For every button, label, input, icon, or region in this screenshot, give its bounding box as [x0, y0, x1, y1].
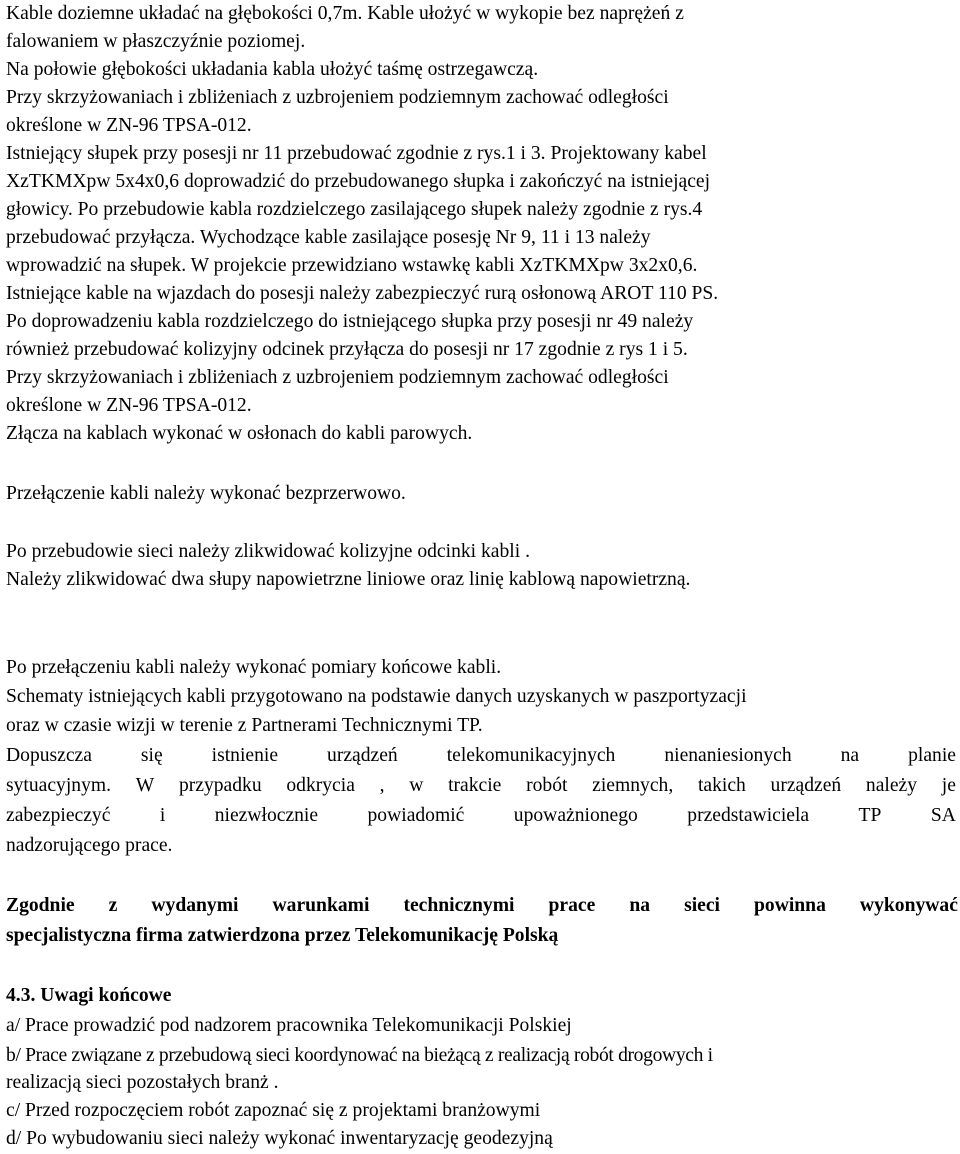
word: w	[409, 775, 424, 796]
word: zabezpieczyć	[6, 805, 111, 826]
text-line: Po przełączeniu kabli należy wykonać pomiary końcowe kabli.	[6, 657, 502, 678]
section-heading: 4.3. Uwagi końcowe	[6, 985, 172, 1006]
word: TP	[858, 805, 882, 826]
word: SA	[930, 805, 956, 826]
list-item: d/ Po wybudowaniu sieci należy wykonać inwentaryzację geodezyjną	[6, 1128, 553, 1149]
word: urządzeń	[327, 745, 398, 766]
justified-line	[6, 772, 956, 800]
text-line: Schematy istniejących kabli przygotowano na podstawie danych uzyskanych w paszportyzacji	[6, 686, 747, 707]
word: i	[159, 805, 166, 826]
justified-line	[6, 742, 956, 770]
word: W	[135, 775, 155, 796]
word: powinna	[754, 895, 826, 916]
text-line: określone w ZN-96 TPSA-012.	[6, 395, 252, 416]
text-line: Istniejące kable na wjazdach do posesji należy zabezpieczyć rurą osłonową AROT 110 PS.	[6, 283, 719, 304]
list-item: c/ Przed rozpoczęciem robót zapoznać się z projektami branżowymi	[6, 1100, 541, 1121]
word: trakcie	[448, 775, 502, 796]
text-line: nadzorującego prace.	[6, 835, 173, 856]
word: je	[941, 775, 956, 796]
word: należy	[865, 775, 918, 796]
word: odkrycia	[286, 775, 355, 796]
text-line: Na połowie głębokości układania kabla ułożyć taśmę ostrzegawczą.	[6, 59, 539, 80]
text-line: Kable doziemne układać na głębokości 0,7m. Kable ułożyć w wykopie bez naprężeń z	[6, 3, 684, 24]
text-line: oraz w czasie wizji w terenie z Partnerami Technicznymi TP.	[6, 715, 483, 736]
text-line: Złącza na kablach wykonać w osłonach do kabli parowych.	[6, 423, 473, 444]
word: na	[629, 895, 651, 916]
word: Zgodnie	[6, 895, 75, 916]
word: z	[108, 895, 118, 916]
justified-line	[6, 802, 956, 830]
word: wydanymi	[151, 895, 239, 916]
text-line: Po doprowadzeniu kabla rozdzielczego do istniejącego słupka przy posesji nr 49 należy	[6, 311, 694, 332]
word: prace	[548, 895, 596, 916]
text-line: również przebudować kolizyjny odcinek przyłącza do posesji nr 17 zgodnie z rys 1 i 5.	[6, 339, 688, 360]
text-line: XzTKMXpw 5x4x0,6 doprowadzić do przebudowanego słupka i zakończyć na istniejącej	[6, 171, 711, 192]
word: na	[840, 745, 860, 766]
word: warunkami	[272, 895, 370, 916]
word: upoważnionego	[513, 805, 638, 826]
word: sytuacyjnym.	[6, 775, 112, 796]
text-line: Istniejący słupek przy posesji nr 11 przebudować zgodnie z rys.1 i 3. Projektowany kabel	[6, 143, 707, 164]
word: istnienie	[211, 745, 279, 766]
list-item: b/ Prace związane z przebudową sieci koordynować na bieżącą z realizacją robót drogowych i	[6, 1045, 713, 1066]
text-line: Przy skrzyżowaniach i zbliżeniach z uzbrojeniem podziemnym zachować odległości	[6, 87, 669, 108]
text-line: głowicy. Po przebudowie kabla rozdzielczego zasilającego słupek należy zgodnie z rys.4	[6, 199, 703, 220]
word: robót	[526, 775, 568, 796]
text-line: falowaniem w płaszczyźnie poziomej.	[6, 31, 306, 52]
word: sieci	[684, 895, 720, 916]
word: telekomunikacyjnych	[446, 745, 616, 766]
word: ziemnych,	[592, 775, 674, 796]
word: Dopuszcza	[6, 745, 92, 766]
word: przypadku	[178, 775, 262, 796]
bold-line: specjalistyczna firma zatwierdzona przez Telekomunikację Polską	[6, 925, 559, 946]
word: takich	[697, 775, 746, 796]
text-line: przebudować przyłącza. Wychodzące kable zasilające posesję Nr 9, 11 i 13 należy	[6, 227, 651, 248]
word: planie	[908, 745, 956, 766]
text-line: Należy zlikwidować dwa słupy napowietrzne liniowe oraz linię kablową napowietrzną.	[6, 569, 691, 590]
list-item-continuation: realizacją sieci pozostałych branż .	[6, 1072, 279, 1093]
list-item: a/ Prace prowadzić pod nadzorem pracownika Telekomunikacji Polskiej	[6, 1015, 572, 1036]
word: wykonywać	[859, 895, 958, 916]
word: urządzeń	[770, 775, 842, 796]
word: nienaniesionych	[664, 745, 792, 766]
word: niezwłocznie	[214, 805, 319, 826]
word: technicznymi	[403, 895, 515, 916]
word: powiadomić	[367, 805, 465, 826]
text-line: Przełączenie kabli należy wykonać bezprzerwowo.	[6, 483, 406, 504]
word: się	[140, 745, 163, 766]
text-line: określone w ZN-96 TPSA-012.	[6, 115, 252, 136]
word: przedstawiciela	[687, 805, 810, 826]
bold-justified-line	[6, 892, 958, 920]
text-line: Przy skrzyżowaniach i zbliżeniach z uzbrojeniem podziemnym zachować odległości	[6, 367, 669, 388]
text-line: wprowadzić na słupek. W projekcie przewidziano wstawkę kabli XzTKMXpw 3x2x0,6.	[6, 255, 698, 276]
word: ,	[379, 775, 385, 796]
text-line: Po przebudowie sieci należy zlikwidować kolizyjne odcinki kabli .	[6, 541, 530, 562]
